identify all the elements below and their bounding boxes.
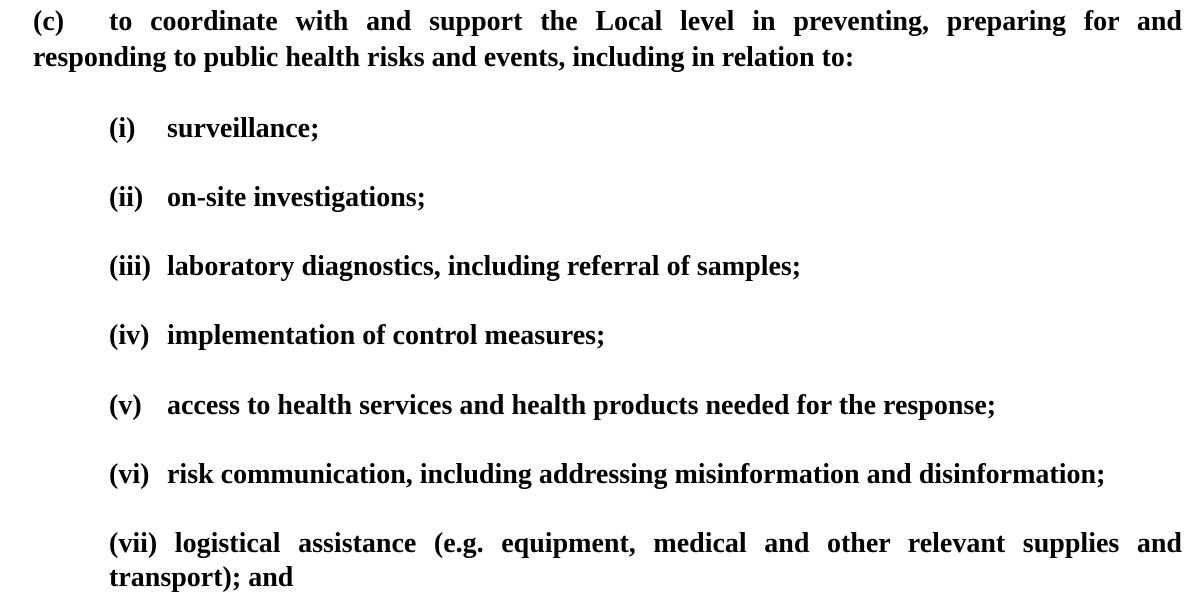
list-item-vi (109, 458, 1105, 492)
item-text: surveillance; (167, 113, 320, 144)
item-first-line (109, 527, 1182, 561)
list-item-iv (109, 319, 605, 353)
item-number: (ii) (109, 182, 144, 213)
item-number: (v) (109, 390, 142, 421)
list-item-i (109, 112, 319, 146)
item-number: (vii) (109, 528, 158, 559)
clause-text-line1: to coordinate with and support the Local level in preventing, preparing for and (109, 6, 1182, 37)
clause-number: (c) (33, 6, 65, 37)
item-text: laboratory diagnostics, including referral of samples; (167, 251, 802, 282)
item-text-line2: transport); and (109, 562, 294, 593)
item-text: access to health services and health products needed for the response; (167, 390, 997, 421)
list-item-iii (109, 250, 801, 284)
item-number: (i) (109, 113, 136, 144)
item-text: on-site investigations; (167, 182, 426, 213)
item-number: (iv) (109, 320, 150, 351)
item-text: risk communication, including addressing misinformation and disinformation; (167, 459, 1106, 490)
list-item-v (109, 389, 996, 423)
clause-c (33, 4, 1182, 76)
item-text-line1: logistical assistance (e.g. equipment, medical and other relevant supplies and (174, 528, 1183, 559)
list-item-ii (109, 181, 426, 215)
item-number: (vi) (109, 459, 150, 490)
item-text: implementation of control measures; (167, 320, 606, 351)
clause-text-line2: responding to public health risks and events, including in relation to: (33, 42, 855, 73)
item-number: (iii) (109, 251, 151, 282)
clause-first-line (33, 4, 1182, 40)
list-item-vii (109, 527, 1182, 595)
